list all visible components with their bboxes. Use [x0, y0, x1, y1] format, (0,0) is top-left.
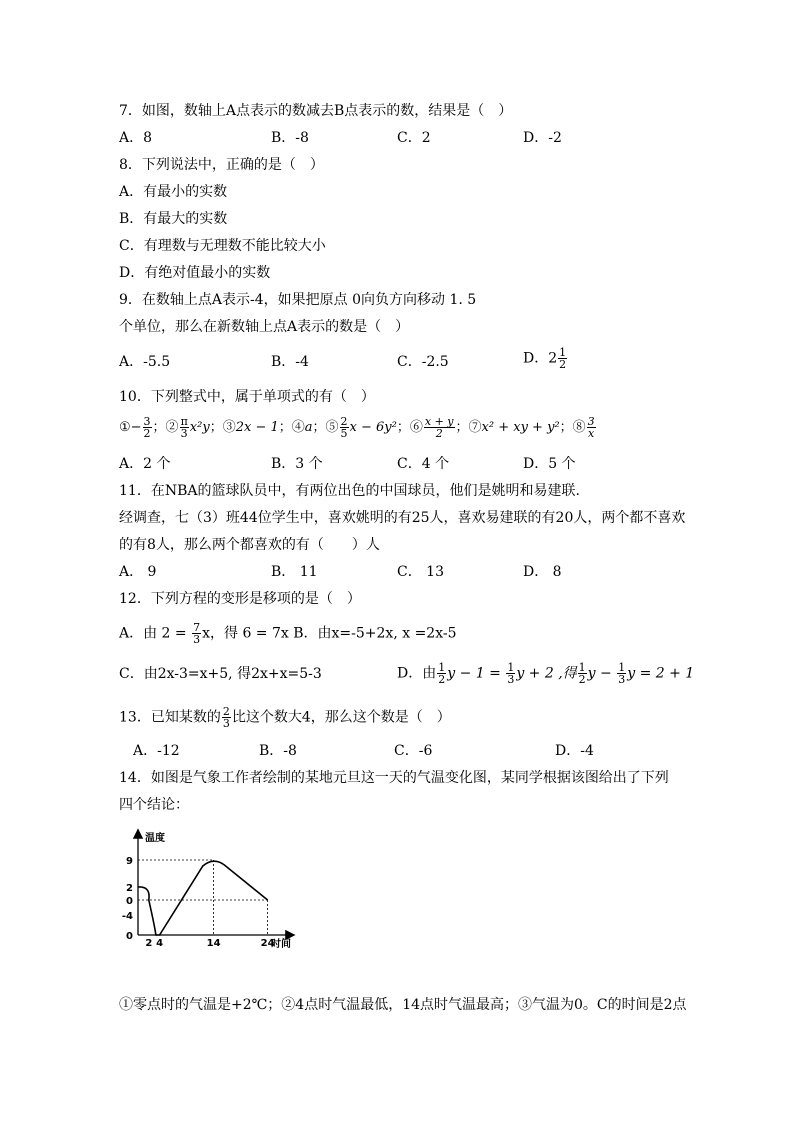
q11-option-b: B． 11 — [271, 564, 318, 580]
y-tick-label: 0 — [126, 896, 133, 907]
q9-option-d-label: D．2 — [523, 350, 558, 367]
q13-option-b: B．-8 — [259, 743, 297, 759]
guide-lines — [138, 860, 268, 935]
q12-stem: 12．下列方程的变形是移项的是（ ） — [119, 591, 361, 607]
y-axis-label: 温度 — [145, 833, 165, 844]
q9-option-c: C．-2.5 — [397, 354, 449, 370]
y-tick-label: 2 — [126, 883, 133, 894]
q7-option-d: D．-2 — [523, 130, 562, 146]
q9-option-d — [523, 347, 568, 370]
y-tick-label: 0 — [126, 931, 133, 942]
q10-option-c: C．4 个 — [397, 456, 450, 472]
q14-conclusion: ①零点时的气温是+2℃；②4点时气温最低，14点时气温最高；③气温为0。C的时间是2点 — [119, 997, 687, 1013]
q13-stem: 13．已知某数的 $\frac{2}{3}$ 比这个数大4，那么这个数是（ ） — [119, 705, 451, 730]
q7-option-c: C．2 — [397, 130, 431, 146]
q11-stem-line1: 11．在NBA的篮球队员中，有两位出色的中国球员，他们是姚明和易建联. — [119, 483, 580, 499]
q8-stem: 8．下列说法中，正确的是（ ） — [119, 157, 324, 173]
q11-stem-line2: 经调查，七（3）班44位学生中，喜欢姚明的有25人，喜欢易建联的有20人，两个都不喜欢 — [119, 510, 686, 526]
q9-stem-line2: 个单位，那么在新数轴上点A表示的数是（ ） — [119, 319, 410, 335]
q7-option-b: B．-8 — [271, 130, 309, 146]
q10-option-a: A．2 个 — [119, 456, 171, 472]
q8-option-c: C．有理数与无理数不能比较大小 — [119, 238, 326, 254]
q7-stem: 7．如图，数轴上A点表示的数减去B点表示的数，结果是（ ） — [119, 103, 513, 119]
y-tick-labels — [122, 856, 133, 942]
y-tick-label: -4 — [121, 911, 133, 922]
y-tick-label: 9 — [126, 856, 133, 867]
q12-option-c: C．由2x-3=x+5, 得2x+x=5-3 — [119, 666, 322, 682]
q12-option-a-b: A．由 2 = $\frac{7}{3}$ x，得 6 = 7x B．由x=-5+2x, x =2x-5 — [119, 621, 457, 646]
q9-option-d-frac: $\frac{1}{2}$ — [559, 346, 567, 371]
q13-option-c: C．-6 — [394, 743, 433, 759]
x-axis-label: 时间 — [271, 939, 291, 950]
q11-option-d: D． 8 — [523, 564, 562, 580]
q11-option-a: A． 9 — [119, 564, 157, 580]
q11-stem-line3: 的有8人，那么两个都喜欢的有（ ）人 — [119, 537, 380, 553]
q9-option-a: A．-5.5 — [119, 354, 171, 370]
q14-stem-line2: 四个结论： — [119, 797, 189, 813]
q10-option-d: D．5 个 — [523, 456, 576, 472]
q9-stem-line1: 9．在数轴上点A表示-4，如果把原点 0向负方向移动 1. 5 — [119, 292, 477, 308]
q12-option-d: D．由 $\frac{1}{2}$ y − 1 = $\frac{1}{3}$ y + 2 ,得 $\frac{1}{2}$ y − $\frac{1}{3}$ y = 2 + 1 — [397, 661, 695, 686]
q13-option-d: D．-4 — [555, 743, 594, 759]
q8-option-b: B．有最大的实数 — [119, 211, 228, 227]
x-tick-label: 24 — [260, 938, 275, 949]
q10-items: ①− $\frac{3}{2}$ ；② $\frac{\pi}{3}$ x²y；③2x − 1；④a；⑤ $\frac{2}{5}$ x − 6y²；⑥ $\frac{x + y}{2}$ ；⑦x² + xy + y²；⑧ $\frac{3}{x}$ — [119, 415, 595, 440]
x-tick-label: 2 — [145, 938, 153, 949]
q7-option-a: A．8 — [119, 130, 153, 146]
q11-option-c: C． 13 — [397, 564, 444, 580]
q13-option-a: A．-12 — [133, 743, 180, 759]
q8-option-d: D．有绝对值最小的实数 — [119, 265, 271, 281]
x-tick-labels — [145, 938, 274, 949]
q14-stem-line1: 14．如图是气象工作者绘制的某地元旦这一天的气温变化图，某同学根据该图给出了下列 — [119, 770, 669, 786]
x-tick-label: 4 — [156, 938, 164, 949]
temperature-curve — [138, 861, 268, 935]
q8-option-a: A．有最小的实数 — [119, 184, 228, 200]
q10-stem: 10．下列整式中，属于单项式的有（ ） — [119, 389, 375, 405]
temperature-chart — [115, 825, 310, 955]
q9-option-b: B．-4 — [271, 354, 309, 370]
q10-option-b: B．3 个 — [271, 456, 323, 472]
x-tick-label: 14 — [206, 938, 221, 949]
